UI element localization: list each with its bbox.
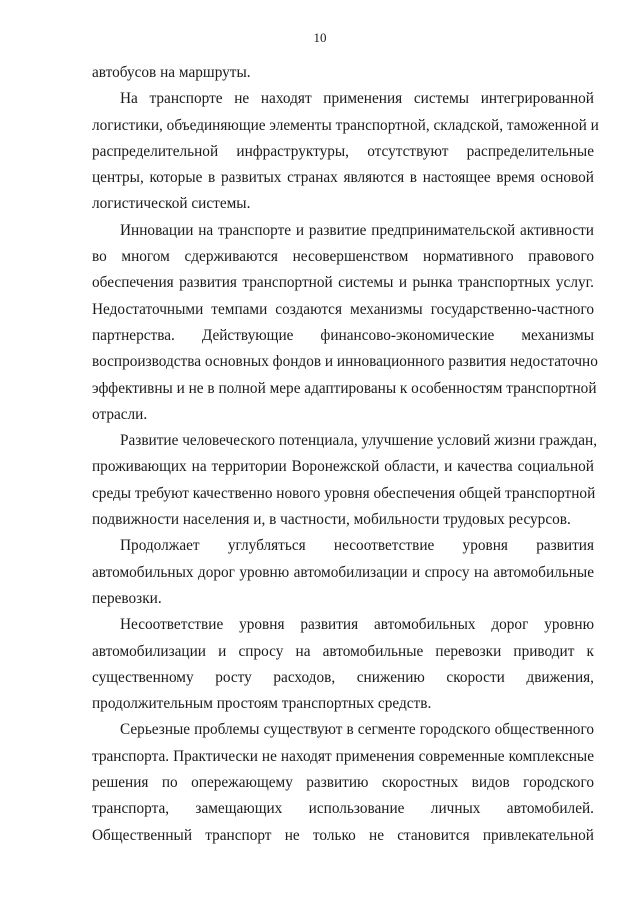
text-line: эффективны и не в полной мере адаптированы к особенностям транспортной: [92, 379, 597, 397]
paragraph-first-line: На транспорте не находят применения системы интегрированной: [120, 90, 594, 108]
text-line: автомобильных дорог уровню автомобилизации и спросу на автомобильные: [92, 563, 594, 581]
document-body: [92, 60, 599, 849]
text-line: логистической системы.: [92, 195, 251, 213]
text-line: транспорта. Практически не находят применения современные комплексные: [92, 747, 594, 765]
paragraph-first-line: Несоответствие уровня развития автомобильных дорог уровню: [120, 616, 594, 634]
text-line: отрасли.: [92, 405, 148, 423]
text-line: логистики, объединяющие элементы транспортной, складской, таможенной и: [92, 116, 599, 134]
text-line: Общественный транспорт не только не становится привлекательной: [92, 826, 594, 844]
text-line: транспорта, замещающих использование личных автомобилей.: [92, 800, 594, 818]
paragraph-first-line: Продолжает углубляться несоответствие уровня развития: [120, 537, 594, 555]
text-line: обеспечения развития транспортной системы и рынка транспортных услуг.: [92, 274, 594, 292]
text-line: партнерства. Действующие финансово-экономические механизмы: [92, 326, 594, 344]
text-line: центры, которые в развитых странах являются в настоящее время основой: [92, 169, 594, 187]
paragraph-first-line: Инновации на транспорте и развитие предпринимательской активности: [120, 221, 594, 239]
text-line: воспроизводства основных фондов и инновационного развития недостаточно: [92, 353, 598, 371]
text-line: подвижности населения и, в частности, мобильности трудовых ресурсов.: [92, 511, 571, 529]
paragraph-first-line: Серьезные проблемы существуют в сегменте городского общественного: [120, 721, 594, 739]
page-number: 10: [313, 30, 327, 45]
text-line: продолжительным простоям транспортных средств.: [92, 695, 432, 713]
text-line: во многом сдерживаются несовершенством нормативного правового: [92, 248, 594, 266]
text-line: распределительной инфраструктуры, отсутствуют распределительные: [92, 142, 594, 160]
text-line: проживающих на территории Воронежской области, и качества социальной: [92, 458, 594, 476]
text-line: среды требуют качественно нового уровня обеспечения общей транспортной: [92, 484, 596, 502]
text-line: Недостаточными темпами создаются механизмы государственно-частного: [92, 300, 594, 318]
text-line: автобусов на маршруты.: [92, 64, 251, 81]
text-line: автомобилизации и спросу на автомобильные перевозки приводит к: [92, 642, 594, 660]
text-line: существенному росту расходов, снижению скорости движения,: [92, 668, 594, 686]
text-line: решения по опережающему развитию скоростных видов городского: [92, 774, 594, 792]
text-line: перевозки.: [92, 589, 162, 607]
paragraph-first-line: Развитие человеческого потенциала, улучшение условий жизни граждан,: [120, 432, 598, 450]
